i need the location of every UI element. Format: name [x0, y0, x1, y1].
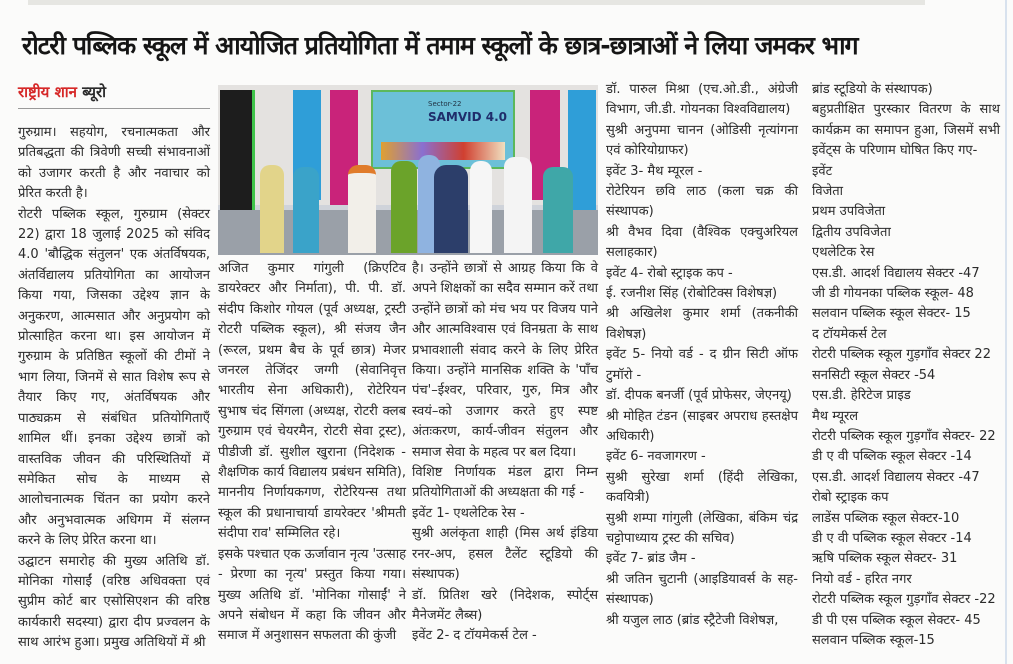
result-line: डी ए वी पब्लिक स्कूल सेक्टर -14	[812, 449, 972, 465]
event-heading: इवेंट 1- एथलेटिक रेस -	[412, 505, 525, 521]
judge-entry: सुश्री शम्पा गांगुली (लेखिका, बंकिम चंद्र चट्टोपाध्याय ट्रस्ट की सचिव)	[606, 510, 798, 546]
page-edge	[1005, 0, 1007, 664]
judge-entry: सुश्री अलंकृता शाही (मिस अर्थ इंडिया रनर-अप, हसल टैलेंट स्टूडियो की संस्थापक)	[412, 526, 598, 583]
judge-entry: श्री जतिन चुटानी (आइडियावर्स के सह-संस्थापक)	[606, 571, 798, 608]
judge-entry: श्री वैभव दिवा (वैश्विक एक्चुअरियल सलाहकार)	[606, 224, 798, 261]
result-line: एस.डी. हेरिटेज प्राइड	[812, 388, 911, 404]
event-heading: इवेंट 6- नवजागरण -	[606, 449, 706, 465]
paragraph: अजित कुमार गांगुली (क्रिएटिव डायरेक्टर और निर्माता), पी. पी. डॉ. संदीप किशोर गोयल (पूर्व अध्यक्ष, ट्रस्टी रोटरी पब्लिक स्कूल), श्री संजय जैन (रूरल, प्रथम बैच के पूर्व छात्र) मेजर जनरल तेजिंदर जग्गी (सेवानिवृत्त भारतीय सेना अधिकारी), रोटेरियन सुभाष चंद सिंगला (अध्यक्ष, रोटरी क्लब गुरुग्राम एवं चेयरमैन, रोटरी सेवा ट्रस्ट), पीडीजी डॉ. सुशील खुराना (निदेशक - शैक्षणिक कार्य विद्यालय प्रबंधन समिति), माननीय निर्णायकगण, रोटेरियन्स तथा स्कूल की प्रधानाचार्या डायरेक्टर 'श्रीमती संदीपा राव' सम्मिलित रहे।	[218, 261, 406, 542]
event-heading: इवेंट 3- मैथ म्यूरल -	[606, 163, 703, 179]
results-list	[812, 162, 1000, 652]
result-line: रोटरी पब्लिक स्कूल गुड़गाँव सेक्टर 22	[812, 347, 991, 363]
result-line: जी डी गोयनका पब्लिक स्कूल- 48	[812, 286, 974, 302]
paragraph: ब्रांड स्टूडियो के संस्थापक)	[812, 82, 933, 97]
judge-entry: सुश्री अनुपमा चानन (ओडिसी नृत्यांगना एवं कोरियोग्राफर)	[606, 122, 798, 159]
byline	[18, 80, 210, 109]
result-line: ऋषि पब्लिक स्कूल सेक्टर- 31	[812, 551, 958, 567]
judge-entry: श्री यजुल लाठ (ब्रांड स्ट्रैटेजी विशेषज्ञ,	[606, 612, 779, 628]
paragraph: विशिष्ट निर्णायक मंडल द्वारा निम्न प्रतियोगिताओं की अध्यक्षता की गई -	[412, 465, 598, 501]
paragraph: इसके पश्चात एक ऊर्जावान नृत्य 'उत्साह - प्रेरणा का नृत्य' प्रस्तुत किया गया। मुख्य अतिथि डॉ. 'मोनिका गोसाईं' ने अपने संबोधन में कहा कि जीवन और समाज में अनुशासन सफलता की कुंजी	[218, 546, 406, 644]
event-heading: इवेंट 5- नियो वर्ड - द ग्रीन सिटी ऑफ टुमॉरो -	[606, 347, 798, 383]
judge-entry: डॉ. दीपक बनर्जी (पूर्व प्रोफेसर, जेएनयू)	[606, 388, 792, 404]
result-line: डी पी एस पब्लिक स्कूल सेक्टर- 45	[812, 612, 981, 628]
column-5	[812, 80, 1000, 651]
result-line: रोबो स्ट्राइक कप	[812, 490, 889, 506]
result-line: मैथ म्यूरल	[812, 408, 859, 424]
result-line: एथलेटिक रेस	[812, 245, 875, 261]
result-line: एस.डी. आदर्श विद्यालय सेक्टर -47	[812, 469, 980, 485]
result-line: रोटरी पब्लिक स्कूल गुड़गाँव सेक्टर -22	[812, 592, 996, 608]
result-line: लाडेंस पब्लिक स्कूल सेक्टर-10	[812, 510, 960, 526]
result-line: प्रथम उपविजेता	[812, 204, 886, 220]
judge-entry: डॉ. पारुल मिश्रा (एच.ओ.डी., अंग्रेजी विभाग, जी.डी. गोयनका विश्वविद्यालय)	[606, 82, 798, 118]
column-2	[218, 259, 406, 647]
result-line: द्वितीय उपविजेता	[812, 224, 891, 240]
paragraph: गुरुग्राम। सहयोग, रचनात्मकता और प्रतिबद्धता की त्रिवेणी सच्ची संभावनाओं को उजागर करती है और नवाचार को प्रेरित करती है।	[18, 125, 210, 202]
event-heading: इवेंट 4- रोबो स्ट्राइक कप -	[606, 265, 733, 281]
banner-title: SAMVID 4.0	[428, 110, 508, 124]
result-line: इवेंट	[812, 163, 833, 179]
result-line: द टॉयमेकर्स टेल	[812, 326, 887, 342]
judge-entry: सुश्री सुरेखा शर्मा (हिंदी लेखिका, कवयित्री)	[606, 469, 798, 506]
judge-entry: श्री अखिलेश कुमार शर्मा (तकनीकी विशेषज्ञ)	[606, 306, 798, 342]
event-heading: इवेंट 7- ब्रांड जैम -	[606, 551, 696, 567]
column-3	[412, 259, 598, 647]
event-photo	[218, 85, 598, 255]
judge-entry: श्री मोहित टंडन (साइबर अपराध हस्तक्षेप अधिकारी)	[606, 408, 798, 444]
byline-desk: ब्यूरो	[82, 83, 106, 101]
judge-entry: ई. रजनीश सिंह (रोबोटिक्स विशेषज्ञ)	[606, 286, 778, 302]
result-line: सलवान पब्लिक स्कूल-15	[812, 632, 935, 648]
top-strip	[28, 0, 925, 5]
column-4	[606, 80, 798, 631]
result-line: एस.डी. आदर्श विद्यालय सेक्टर -47	[812, 265, 980, 281]
banner-subtitle: Sector-22	[428, 100, 462, 108]
byline-paper: राष्ट्रीय शान	[18, 83, 77, 101]
result-line: सनसिटी स्कूल सेक्टर -54	[812, 367, 936, 383]
paragraph: बहुप्रतीक्षित पुरस्कार वितरण के साथ कार्यक्रम का समापन हुआ, जिसमें सभी इवेंट्स के परिणाम घोषित किए गए-	[812, 102, 1000, 159]
result-line: विजेता	[812, 184, 844, 200]
column-1	[18, 80, 210, 654]
paragraph: है। उन्होंने छात्रों से आग्रह किया कि वे अपने शिक्षकों का सदैव सम्मान करें तथा उन्होंने छात्रों को मंच भय पर विजय पाने और आत्मविश्वास एवं विनम्रता के साथ प्रभावशाली संवाद करने के लिए प्रेरित किया। उन्होंने मानसिक शक्ति के 'पाँच पंच'–ईश्वर, परिवार, गुरु, मित्र और स्वयं–को उजागर करते हुए स्पष्ट अंतःकरण, कार्य-जीवन संतुलन और समाज सेवा के महत्व पर बल दिया।	[412, 261, 598, 460]
result-line: नियो वर्ड - हरित नगर	[812, 571, 912, 587]
judge-entry: रोटेरियन छवि लाठ (कला चक्र की संस्थापक)	[606, 184, 798, 220]
event-heading: इवेंट 2- द टॉयमेकर्स टेल -	[412, 628, 537, 644]
judge-entry: डॉ. प्रितिश खरे (निदेशक, स्पोर्ट्स मैनेजमेंट लैब्स)	[412, 587, 598, 623]
paragraph: उद्घाटन समारोह की मुख्य अतिथि डॉ. मोनिका गोसाईं (वरिष्ठ अधिवक्ता एवं सुप्रीम कोर्ट बार एसोसिएशन की वरिष्ठ कार्यकारी सदस्या) द्वारा दीप प्रज्वलन के साथ आरंभ हुआ। प्रमुख अतिथियों में श्री	[18, 553, 210, 651]
headline: रोटरी पब्लिक स्कूल में आयोजित प्रतियोगिता में तमाम स्कूलों के छात्र-छात्राओं ने लिया जमकर भाग	[22, 31, 858, 60]
paragraph: रोटरी पब्लिक स्कूल, गुरुग्राम (सेक्टर 22) द्वारा 18 जुलाई 2025 को संविद 4.0 'बौद्धिक संतुलन' एक अंतर्विषयक, अंतर्विद्यालय प्रतियोगिता का आयोजन किया गया, जिसका उद्देश्य ज्ञान के अनुकरण, आत्मसात और अनुप्रयोग को प्रोत्साहित करना था। इस आयोजन में गुरुग्राम के प्रतिष्ठित स्कूलों की टीमों ने भाग लिया, जिनमें से सात विशेष रूप से तैयार किए गए, अंतर्विषयक और पाठ्यक्रम से संबंधित प्रतियोगिताएँ शामिल थीं। इनका उद्देश्य छात्रों को वास्तविक जीवन की परिस्थितियों में समेकित सोच के माध्यम से आलोचनात्मक चिंतन का प्रयोग करने और अनुभवात्मक अधिगम में संलग्न करने के लिए प्रेरित करना था।	[18, 206, 210, 549]
result-line: रोटरी पब्लिक स्कूल गुड़गाँव सेक्टर- 22	[812, 428, 996, 444]
result-line: सलवान पब्लिक स्कूल सेक्टर- 15	[812, 306, 971, 322]
result-line: डी ए वी पब्लिक स्कूल सेक्टर -14	[812, 530, 972, 546]
